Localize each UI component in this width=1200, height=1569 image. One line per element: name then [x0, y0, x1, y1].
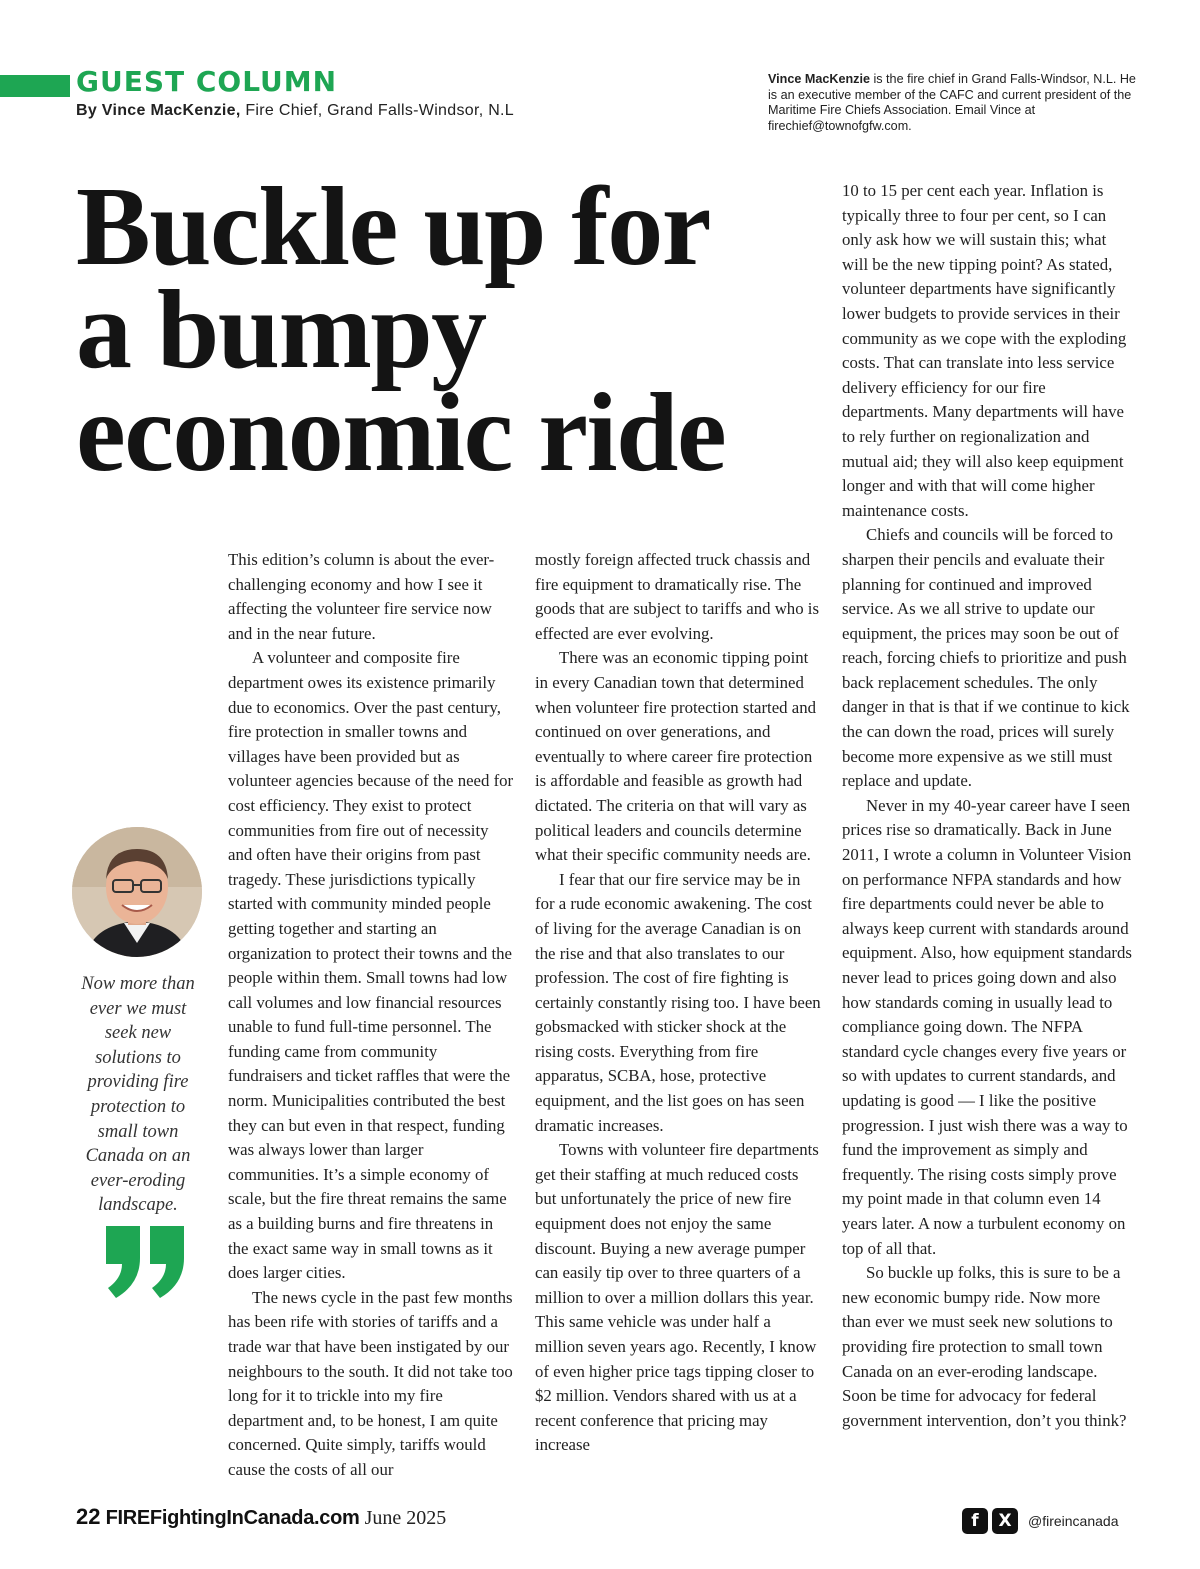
byline-name: By Vince MacKenzie, [76, 102, 241, 119]
byline-title: Fire Chief, Grand Falls-Windsor, N.L [240, 102, 514, 119]
paragraph: Towns with volunteer fire departments get their staffing at much reduced costs but unfortunately the price of new fire equipment does not enjoy the same discount. Buying a new average pumper can easily tip over to three quarters of a million to over a million dollars this year. This same vehicle was under half a million seven years ago. Recently, I know of even higher price tags tipping closer to $2 million. Vendors shared with us at a recent conference that pricing may increase [535, 1140, 819, 1455]
article-column-1 [228, 548, 514, 1483]
bio-name: Vince MacKenzie [768, 72, 870, 86]
paragraph: A volunteer and composite fire department owes its existence primarily due to economics. Over the past century, fire protection in smaller towns and villages have been provided but as volunteer agencies because of the need for cost efficiency. They exist to protect communities from fire out of necessity and often have their origins from past tragedy. These jurisdictions typically started with community minded people getting together and starting an organization to protect their towns and the people within them. Small towns had low call volumes and low financial resources unable to fund full-time personnel. The funding came from community fundraisers and ticket raffles that were the norm. Municipalities contributed the best they can but even in that respect, funding was always lower than larger communities. It’s a simple economy of scale, but the fire threat remains the same as a building burns and fire threatens in the exact same way in small towns as it does larger cities. [228, 648, 514, 1283]
paragraph: 10 to 15 per cent each year. Inflation is typically three to four per cent, so I can only ask how we will sustain this; what will be the new tipping point? As stated, volunteer departments have significantly lower budgets to provide services in their community as we cope with the exploding costs. That can translate into less service delivery efficiency for our fire departments. Many departments will have to rely further on regionalization and mutual aid; they will also keep equipment longer and with that will come higher maintenance costs. [842, 181, 1127, 520]
byline [76, 102, 514, 120]
social-links [962, 1508, 1119, 1534]
paragraph: mostly foreign affected truck chassis and fire equipment to dramatically rise. The goods that are subject to tariffs and who is effected are ever evolving. [535, 550, 819, 643]
social-handle[interactable]: @fireincanada [1028, 1513, 1119, 1529]
paragraph: This edition’s column is about the ever-challenging economy and how I see it affecting the volunteer fire service now and in the near future. [228, 550, 495, 643]
section-kicker: GUEST COLUMN [76, 65, 338, 98]
accent-bar [0, 75, 70, 97]
paragraph: Chiefs and councils will be forced to sharpen their pencils and evaluate their planning for continued and improved service. As we all strive to update our equipment, the prices may soon be out of reach, forcing chiefs to prioritize and push back replacement schedules. The only danger in that is that if we continue to kick the can down the road, prices will surely become more expensive as we still must replace and update. [842, 525, 1130, 791]
paragraph: So buckle up folks, this is sure to be a new economic bumpy ride. Now more than ever we must seek new solutions to providing fire protection to small town Canada on an ever-eroding landscape. Soon be time for advocacy for federal government intervention, don’t you think? [842, 1263, 1127, 1430]
site-link[interactable]: FIREFightingInCanada.com [105, 1507, 360, 1529]
author-portrait [72, 827, 202, 957]
paragraph: There was an economic tipping point in every Canadian town that determined when volunteer fire protection started and continued on over generations, and eventually to where career fire protection is affordable and feasible as growth had dictated. The criteria on that will vary as political leaders and councils determine what their specific community needs are. [535, 648, 816, 865]
page-number: 22 [76, 1504, 101, 1529]
headline-line-3: economic ride [76, 371, 726, 495]
author-bio [768, 72, 1148, 134]
paragraph: I fear that our fire service may be in for a rude economic awakening. The cost of living for the average Canadian is on the rise and that also translates to our profession. The cost of fire fighting is certainly constantly rising too. I have been gobsmacked with sticker shock at the rising costs. Everything from fire apparatus, SCBA, hose, protective equipment, and the list goes on has seen dramatic increases. [535, 869, 821, 1135]
article-column-3 [842, 179, 1132, 1433]
paragraph: Never in my 40-year career have I seen prices rise so dramatically. Back in June 2011, I wrote a column in Volunteer Vision on performance NFPA standards and how fire departments could never be able to always keep current with standards around equipment. Also, how equipment standards never lead to prices going down and also how standards coming in usually lead to compliance going down. The NFPA standard cycle changes every five years or so with updates to current standards, and updating is good — I like the positive progression. I just wish there was a way to fund the improvement as simply and frequently. The rising costs simply prove my point made in that column even 14 years later. A now a turbulent economy on top of all that. [842, 795, 1132, 1258]
headline [76, 165, 836, 495]
facebook-icon[interactable]: f [962, 1508, 988, 1534]
headline-line-1: Buckle up for [76, 165, 710, 289]
page-footer [76, 1506, 446, 1528]
issue-date: June 2025 [364, 1507, 447, 1529]
headline-line-2: a bumpy [76, 268, 486, 392]
x-icon[interactable]: X [992, 1508, 1018, 1534]
pull-quote: Now more than ever we must seek new solutions to providing fire protection to small town Canada on an ever-eroding landscape. [81, 974, 195, 1216]
bio-text: is the fire chief in Grand Falls-Windsor, N.L. He is an executive member of the CAFC and current president of the Maritime Fire Chiefs Association. Email Vince at firechief@townofgfw.com. [768, 72, 1136, 133]
article-column-2 [535, 548, 821, 1458]
paragraph: The news cycle in the past few months has been rife with stories of tariffs and a trade war that have been instigated by our neighbours to the south. It did not take too long for it to trickle into my fire department and, to be honest, I am quite concerned. Quite simply, tariffs would cause the costs of all our [228, 1287, 513, 1479]
quote-mark-icon [100, 1222, 190, 1302]
